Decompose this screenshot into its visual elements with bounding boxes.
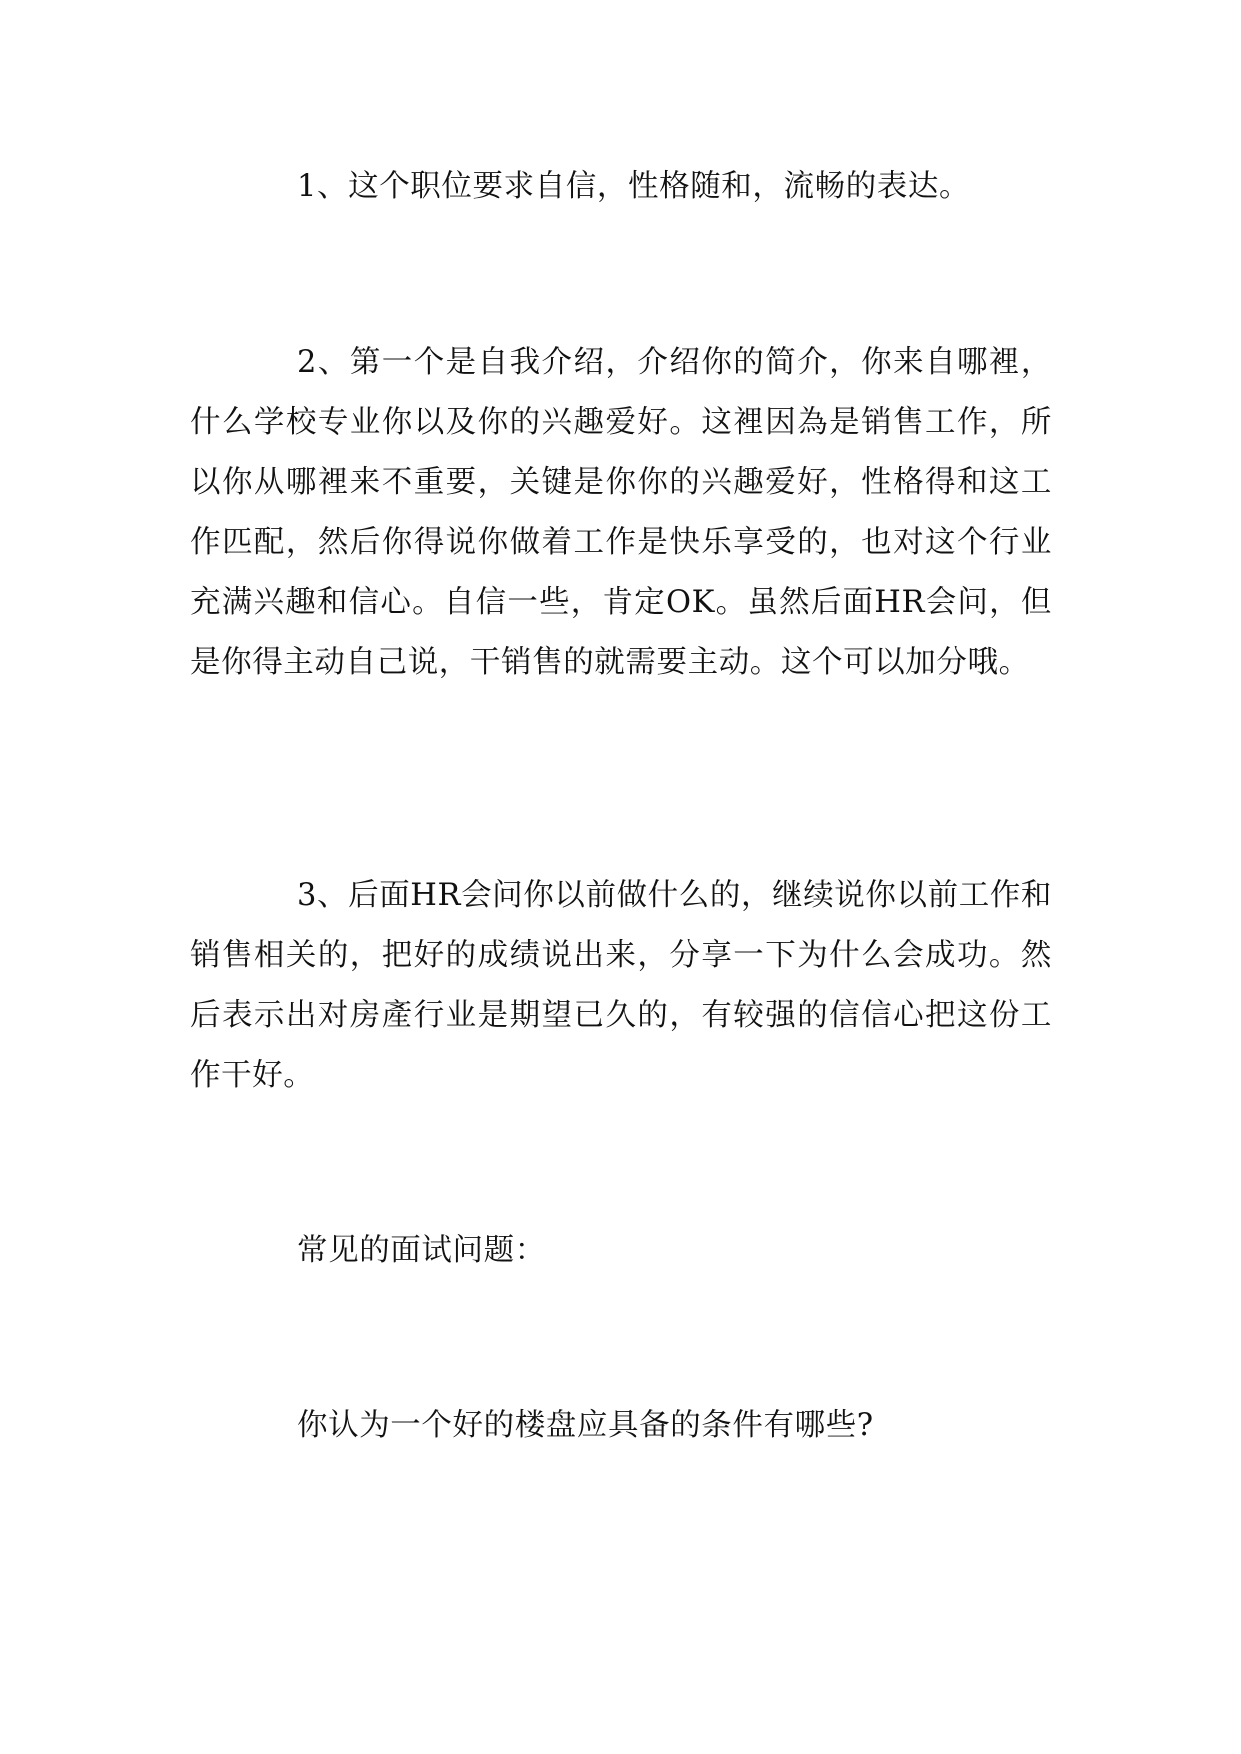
paragraph-question: 你认为一个好的楼盘应具备的条件有哪些? <box>297 1408 874 1443</box>
section-heading-common-questions: 常见的面试问题： <box>297 1233 546 1268</box>
paragraph-work-experience: 3、后面HR会问你以前做什么的，继续说你以前工作和销售相关的，把好的成绩说出来，分享一下为什么会成功。然后表示出对房產行业是期望已久的，有较强的信信心把这份工作干好。 <box>190 878 1052 1093</box>
paragraph-requirements: 1、这个职位要求自信，性格随和，流畅的表达。 <box>297 169 971 204</box>
paragraph-self-introduction: 2、第一个是自我介绍，介绍你的简介，你来自哪裡，什么学校专业你以及你的兴趣爱好。这裡因為是销售工作，所以你从哪裡来不重要，关键是你你的兴趣爱好，性格得和这工作匹配，然后你得说你做着工作是快乐享受的，也对这个行业充满兴趣和信心。自信一些，肯定OK。虽然后面HR会问，但是你得主动自己说，干销售的就需要主动。这个可以加分哦。 <box>190 345 1052 680</box>
